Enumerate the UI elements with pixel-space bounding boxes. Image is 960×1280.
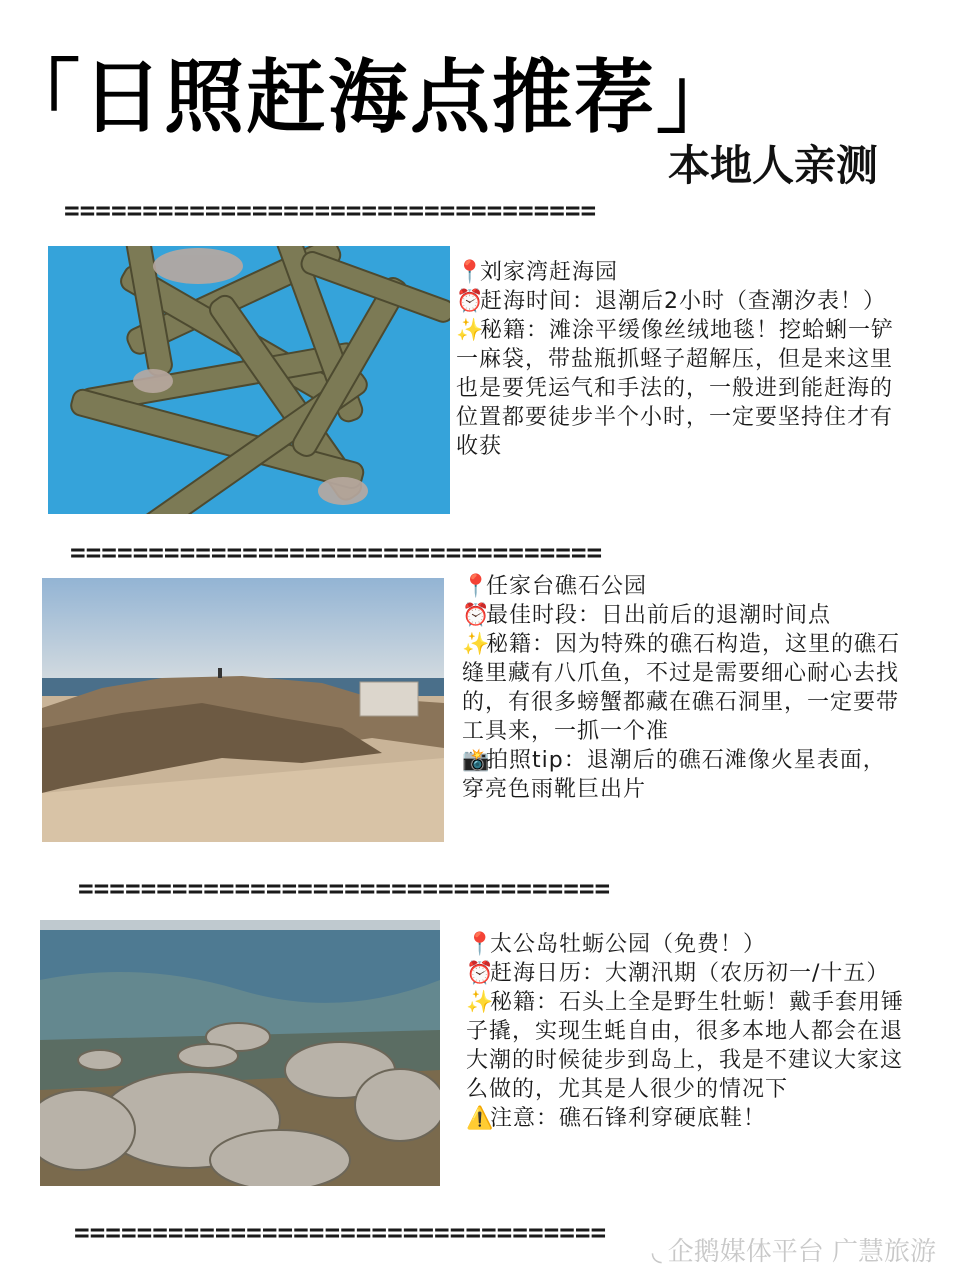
spot-1-tip-line: ✨秘籍：滩涂平缓像丝绒地毯！挖蛤蜊一铲一麻袋，带盐瓶抓蛏子超解压，但是来这里也是要凭运气和手法的，一般进到能赶海的位置都要徒步半个小时，一定要坚持住才有收获 bbox=[456, 318, 895, 459]
divider: ================================== bbox=[70, 540, 603, 566]
spot-2-photo bbox=[42, 578, 444, 842]
alarm-clock-icon: ⏰ bbox=[466, 961, 495, 986]
spot-2-photo-tip-line: 📸拍照tip：退潮后的礁石滩像火星表面，穿亮色雨靴巨出片 bbox=[462, 748, 886, 802]
spot-3-name-line: 📍太公岛牡蛎公园（免费！） bbox=[466, 932, 767, 957]
spot-3-time-line: ⏰赶海日历：大潮汛期（农历初一/十五） bbox=[466, 961, 890, 986]
camera-icon: 📸 bbox=[462, 748, 491, 773]
pin-icon: 📍 bbox=[456, 260, 485, 285]
spot-2-time-line: ⏰最佳时段：日出前后的退潮时间点 bbox=[462, 603, 832, 628]
spot-2-tip-line: ✨秘籍：因为特殊的礁石构造，这里的礁石缝里藏有八爪鱼，不过是需要细心耐心去找的，有很多螃蟹都藏在礁石洞里，一定要带工具来，一抓一个准 bbox=[462, 632, 901, 744]
spot-3-warning-line: ⚠️注意：礁石锋利穿硬底鞋！ bbox=[466, 1106, 767, 1131]
spot-2-text bbox=[462, 572, 908, 804]
warning-icon: ⚠️ bbox=[466, 1106, 495, 1131]
page-subtitle: 本地人亲测 bbox=[668, 141, 879, 190]
spot-3-tip-line: ✨秘籍：石头上全是野生牡蛎！戴手套用锤子撬，实现生蚝自由，很多本地人都会在退大潮的时候徒步到岛上，我是不建议大家这么做的，尤其是人很少的情况下 bbox=[466, 990, 905, 1102]
divider: ================================== bbox=[64, 198, 597, 224]
page-title: 「日照赶海点推荐」 bbox=[0, 51, 738, 144]
alarm-clock-icon: ⏰ bbox=[462, 603, 491, 628]
watermark: ◟ 企鹅媒体平台 广慧旅游 bbox=[651, 1237, 936, 1267]
spot-1-photo bbox=[48, 246, 450, 514]
spot-1-time-line: ⏰赶海时间：退潮后2小时（查潮汐表！） bbox=[456, 289, 886, 314]
alarm-clock-icon: ⏰ bbox=[456, 289, 485, 314]
penguin-media-icon: ◟ bbox=[651, 1237, 662, 1267]
spot-1-text bbox=[456, 258, 906, 461]
spot-3-text bbox=[466, 930, 914, 1133]
pin-icon: 📍 bbox=[462, 574, 491, 599]
divider: ================================== bbox=[74, 1220, 607, 1246]
spot-3-photo bbox=[40, 920, 440, 1186]
spot-1-name-line: 📍刘家湾赶海园 bbox=[456, 260, 619, 285]
sparkles-icon: ✨ bbox=[462, 632, 491, 657]
spot-2-name-line: 📍任家台礁石公园 bbox=[462, 574, 648, 599]
sparkles-icon: ✨ bbox=[456, 318, 485, 343]
sparkles-icon: ✨ bbox=[466, 990, 495, 1015]
pin-icon: 📍 bbox=[466, 932, 495, 957]
divider: ================================== bbox=[78, 876, 611, 902]
